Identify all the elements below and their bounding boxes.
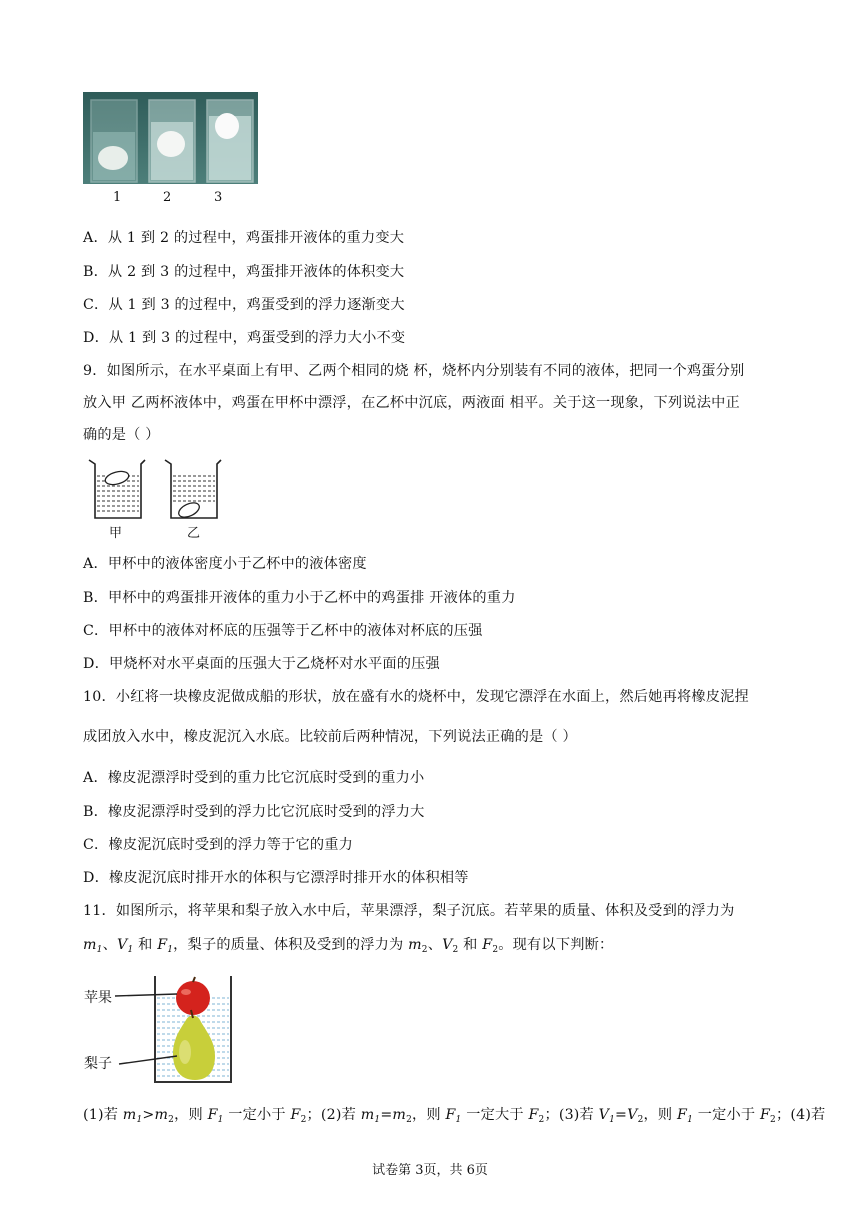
beaker-label-jia: 甲 — [109, 526, 123, 541]
egg-figure-label-1: 1 — [113, 190, 122, 205]
pear-label: 梨子 — [84, 1056, 112, 1072]
q9-option-c: C．甲杯中的液体对杯底的压强等于乙杯中的液体对杯底的压强 — [83, 623, 483, 639]
egg-figure-label-2: 2 — [163, 190, 172, 205]
q8-option-b: B．从 2 到 3 的过程中，鸡蛋排开液体的体积变大 — [83, 264, 405, 280]
q8-option-c: C．从 1 到 3 的过程中，鸡蛋受到的浮力逐渐变大 — [83, 297, 405, 313]
eggs-photo — [83, 92, 258, 184]
q9-stem-line1: 9．如图所示，在水平桌面上有甲、乙两个相同的烧 杯，烧杯内分别装有不同的液体，把同一个鸡蛋分别 — [83, 363, 745, 379]
eggs-in-glasses-figure — [83, 92, 258, 184]
q10-option-d: D．橡皮泥沉底时排开水的体积与它漂浮时排开水的体积相等 — [83, 870, 469, 886]
q9-option-d: D．甲烧杯对水平桌面的压强大于乙烧杯对水平面的压强 — [83, 656, 440, 672]
q10-stem-line1: 10．小红将一块橡皮泥做成船的形状，放在盛有水的烧杯中，发现它漂浮在水面上，然后她再将橡皮泥捏 — [83, 689, 749, 705]
beaker-label-yi: 乙 — [187, 526, 201, 541]
q10-option-a: A．橡皮泥漂浮时受到的重力比它沉底时受到的重力小 — [83, 770, 425, 786]
q11-judgement-line: (1)若 $m_1>m_2$，则 $F_1$ 一定小于 $F_2$；(2)若 $m_1=m_2$，则 $F_1$ 一定大于 $F_2$；(3)若 $V_1=V_2$，则 $F_1$ 一定小于 $F_2$；(4)若 — [83, 1107, 826, 1125]
q8-option-a: A．从 1 到 2 的过程中，鸡蛋排开液体的重力变大 — [83, 230, 405, 246]
q11-stem-line1: 11．如图所示，将苹果和梨子放入水中后，苹果漂浮，梨子沉底。若苹果的质量、体积及受到的浮力为 — [83, 903, 735, 919]
q9-option-b: B．甲杯中的鸡蛋排开液体的重力小于乙杯中的鸡蛋排 开液体的重力 — [83, 590, 516, 606]
q9-stem-line2: 放入甲 乙两杯液体中，鸡蛋在甲杯中漂浮，在乙杯中沉底，两液面 相平。关于这一现象，下列说法中正 — [83, 395, 740, 411]
q11-stem-line2: $m_1$、$V_1$ 和 $F_1$，梨子的质量、体积及受到的浮力为 $m_2$、$V_2$ 和 $F_2$。现有以下判断： — [83, 937, 614, 955]
egg-figure-label-3: 3 — [214, 190, 223, 205]
q10-option-c: C．橡皮泥沉底时受到的浮力等于它的重力 — [83, 837, 354, 853]
q9-option-a: A．甲杯中的液体密度小于乙杯中的液体密度 — [83, 556, 367, 572]
apple-label: 苹果 — [84, 990, 112, 1006]
page-footer: 试卷第 3页，共 6页 — [372, 1163, 488, 1178]
q9-stem-line3: 确的是（ ） — [83, 427, 160, 443]
q10-option-b: B．橡皮泥漂浮时受到的浮力比它沉底时受到的浮力大 — [83, 804, 425, 820]
q8-option-d: D．从 1 到 3 的过程中，鸡蛋受到的浮力大小不变 — [83, 330, 406, 346]
q10-stem-line2: 成团放入水中，橡皮泥沉入水底。比较前后两种情况，下列说法正确的是（ ） — [83, 729, 577, 745]
